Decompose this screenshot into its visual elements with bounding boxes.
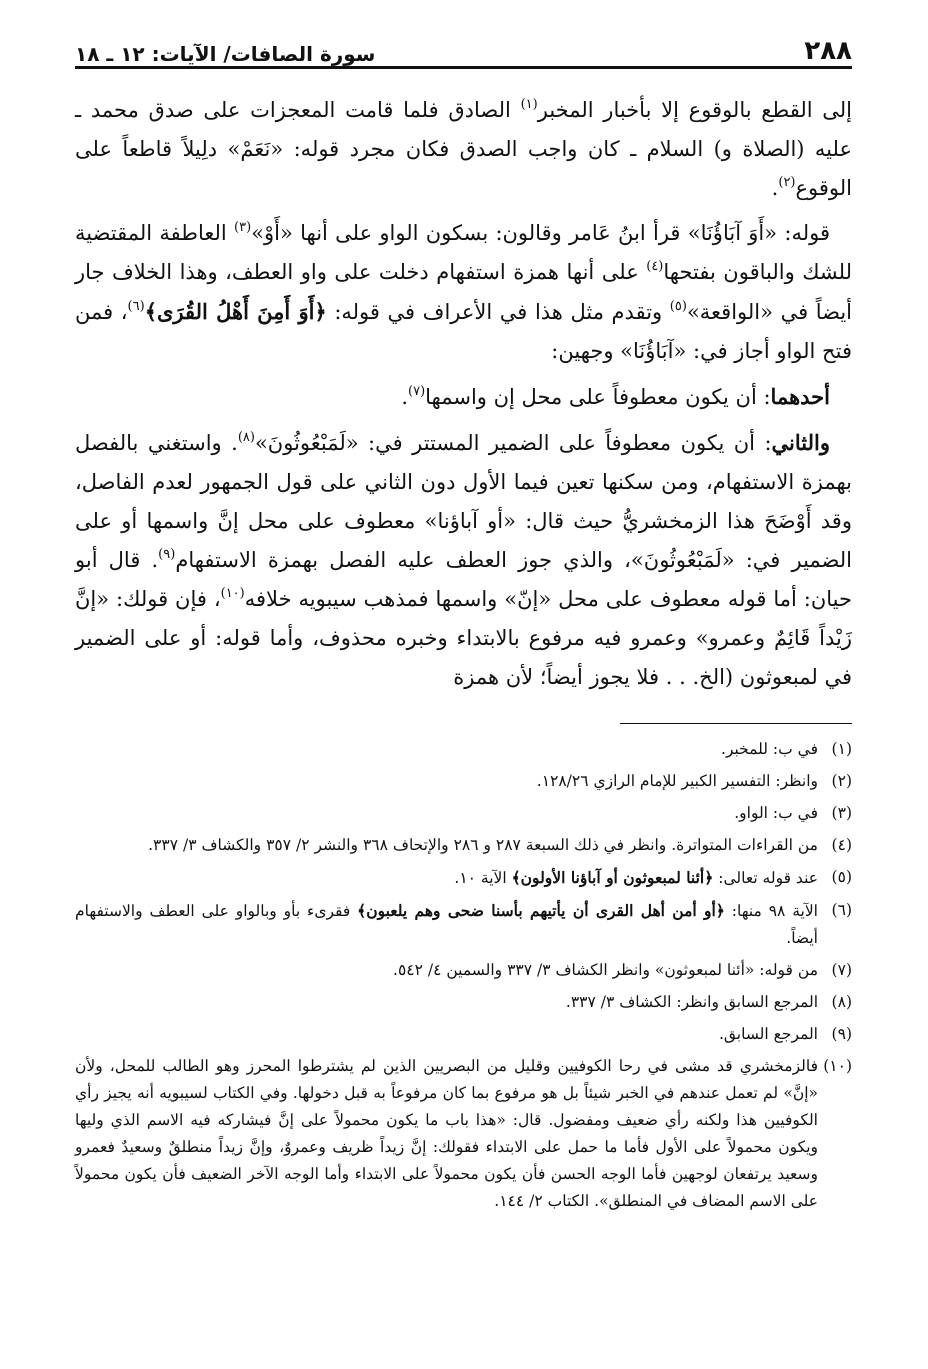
page-number: ٢٨٨ — [804, 36, 852, 66]
footnote-text — [75, 1053, 818, 1215]
footnote-ref: (٣) — [234, 220, 252, 235]
footnote-number: (٩) — [831, 1025, 852, 1043]
footnote-number: (٣) — [831, 804, 852, 822]
footnote-number: (٧) — [831, 961, 852, 979]
text-run: ، فمن فتح الواو أجاز في: «آبَاؤُنَا» وجهين: — [75, 300, 852, 363]
footnote — [75, 832, 852, 859]
bold-text: أحدهما — [770, 384, 830, 409]
footnote-text — [75, 736, 818, 763]
text-run: من القراءات المتواترة. وانظر في ذلك السبعة ٢٨٧ و ٢٨٦ والإتحاف ٣٦٨ والنشر ٢/ ٣٥٧ والكشاف ٣/ ٣٣٧. — [148, 836, 818, 854]
text-run: الآية ١٠. — [454, 869, 512, 887]
footnote — [75, 1021, 852, 1048]
text-run: الصادق فلما قامت المعجزات على صدق محمد ـ عليه (الصلاة و) السلام ـ كان واجب الصدق فكان مجرد قوله: «نَعَمْ» دلِيلاً قاطعاً على الوقوع — [75, 98, 852, 200]
text-run: : أن يكون معطوفاً على محل إن واسمها — [425, 385, 771, 409]
body-text — [75, 91, 852, 697]
paragraph — [75, 214, 852, 371]
text-run: في ب: الواو. — [734, 804, 818, 822]
footnote-ref: (٨) — [237, 430, 255, 445]
footnote-text — [75, 897, 818, 952]
text-run: عند قوله تعالى: — [713, 869, 818, 887]
footnote-number: (٨) — [831, 993, 852, 1011]
bold-text: ﴿أو أمن أهل القرى أن يأتيهم بأسنا ضحى وهم يلعبون﴾ — [357, 901, 725, 920]
text-run: ، فإن قولك: «إنَّ زَيْداً قَائِمٌ وعمرو» وعمرو فيه مرفوع بالابتداء وخبره محذوف، وأما قوله: أو على الضمير في لمبعوثون (الخ. . . فلا يجوز أيضاً؛ لأن همزة — [75, 587, 852, 689]
footnote-text — [75, 768, 818, 795]
paragraph — [75, 377, 852, 417]
footnote-ref: (١٠) — [220, 586, 245, 601]
text-run: فقرىء بأو وبالواو على العطف والاستفهام أيضاً. — [75, 902, 818, 947]
paragraph — [75, 423, 852, 697]
text-run: وتقدم مثل هذا في الأعراف في قوله: — [326, 300, 670, 324]
text-run: من قوله: «أئنا لمبعوثون» وانظر الكشاف ٣/ ٣٣٧ والسمين ٤/ ٥٤٢. — [393, 961, 818, 979]
text-run: الآية ٩٨ منها: — [724, 902, 818, 920]
footnote — [75, 897, 852, 952]
footnote-number: (١٠) — [823, 1057, 852, 1075]
bold-text: والثاني — [771, 430, 830, 455]
footnote-ref: (٩) — [158, 547, 176, 562]
footnote-number: (٥) — [831, 868, 852, 886]
text-run: وانظر: التفسير الكبير للإمام الرازي ١٢٨/٢٦. — [536, 772, 818, 790]
footnote-divider — [620, 723, 852, 724]
footnote — [75, 989, 852, 1016]
footnote-ref: (٥) — [669, 299, 687, 314]
footnote-text — [75, 832, 818, 859]
bold-text: ﴿أَوَ أَمِنَ أَهْلُ القُرَى﴾ — [144, 299, 327, 324]
footnote-ref: (١) — [520, 97, 538, 112]
footnote-ref: (٢) — [778, 175, 796, 190]
footnote-ref: (٧) — [408, 384, 426, 399]
text-run: في ب: للمخبر. — [721, 740, 818, 758]
footnotes — [75, 736, 852, 1215]
footnote-text — [75, 957, 818, 984]
text-run: . قال أبو حيان: أما قوله معطوف على محل «إنّ» واسمها فمذهب سيبويه خلافه — [75, 548, 852, 611]
footnote — [75, 864, 852, 892]
text-run: العاطفة المقتضية للشك والباقون بفتحها — [75, 221, 852, 284]
text-run: على أنها همزة استفهام دخلت على واو العطف، وهذا الخلاف جار أيضاً في «الواقعة» — [75, 260, 852, 324]
footnote-number: (٦) — [831, 901, 852, 919]
text-run: فالزمخشري قد مشى في رحا الكوفيين وقليل من البصريين الذين لم يشترطوا المحرز وهو الطالب للمحل، ولأن «إنَّ» لم تعمل عندهم في الخبر شيئاً بل هو مرفوع بما كان مرفوعاً به قبل دخولها. وفي الكتاب لسيبويه أنه يجيز رأي الكوفيين هذا ولكنه رأي ضعيف ومفضول. قال: «هذا باب ما يكون محمولاً على إنَّ فيشاركه فيه الاسم الذي وليها ويكون محمولاً على الأول فأما ما حمل على الابتداء فقولك: إنَّ زيداً ظريف وعمروٌ، وإنَّ زيداً منطلقٌ وسعيدٌ فعمرو وسعيد يرتفعان لوجهين فأما الوجه الحسن فأن يكون محمولاً على الابتداء وأما الوجه الآخر الضعيف فأن يكون محمولاً على الاسم المضاف في المنطلق». الكتاب ٢/ ١٤٤. — [75, 1057, 818, 1210]
footnote — [75, 736, 852, 763]
text-run: المرجع السابق. — [718, 1025, 818, 1043]
footnote-number: (١) — [831, 740, 852, 758]
footnote-number: (٤) — [831, 836, 852, 854]
text-run: قوله: «أَوَ آبَاؤُنَا» قرأ ابنُ عَامر وقالون: بسكون الواو على أنها «أَوْ» — [251, 221, 831, 245]
text-run: المرجع السابق وانظر: الكشاف ٣/ ٣٣٧. — [565, 993, 818, 1011]
footnote-text — [75, 989, 818, 1016]
footnote-text — [75, 864, 818, 892]
footnote-text — [75, 1021, 818, 1048]
text-run: : أن يكون معطوفاً على الضمير المستتر في: «لَمَبْعُوثُونَ» — [254, 431, 772, 455]
bold-text: ﴿أئنا لمبعوثون أو آباؤنا الأولون﴾ — [511, 868, 714, 887]
footnote-text — [75, 800, 818, 827]
text-run: . — [771, 176, 779, 200]
footnote-number: (٢) — [831, 772, 852, 790]
footnote-ref: (٦) — [127, 299, 145, 314]
footnote-ref: (٤) — [646, 259, 664, 274]
footnote — [75, 957, 852, 984]
footnote — [75, 1053, 852, 1215]
text-run: إلى القطع بالوقوع إلا بأخبار المخبر — [537, 98, 853, 122]
paragraph — [75, 91, 852, 208]
running-head: سورة الصافات/ الآيات: ١٢ ـ ١٨ — [75, 42, 376, 66]
footnote — [75, 768, 852, 795]
text-run: . واستغني بالفصل بهمزة الاستفهام، ومن سكنها تعين فيما الأول دون الثاني على قول الجمهور لعدم الفاصل، وقد أَوْضَحَ هذا الزمخشريُّ حيث قال: «أو آباؤنا» معطوف على محل إنَّ واسمها أو على الضمير في: «لَمَبْعُوثُونَ»، والذي جوز العطف عليه الفصل بهمزة الاستفهام — [75, 431, 852, 572]
footnote — [75, 800, 852, 827]
page-header — [75, 28, 852, 69]
page — [75, 28, 852, 1369]
text-run: . — [401, 385, 408, 409]
